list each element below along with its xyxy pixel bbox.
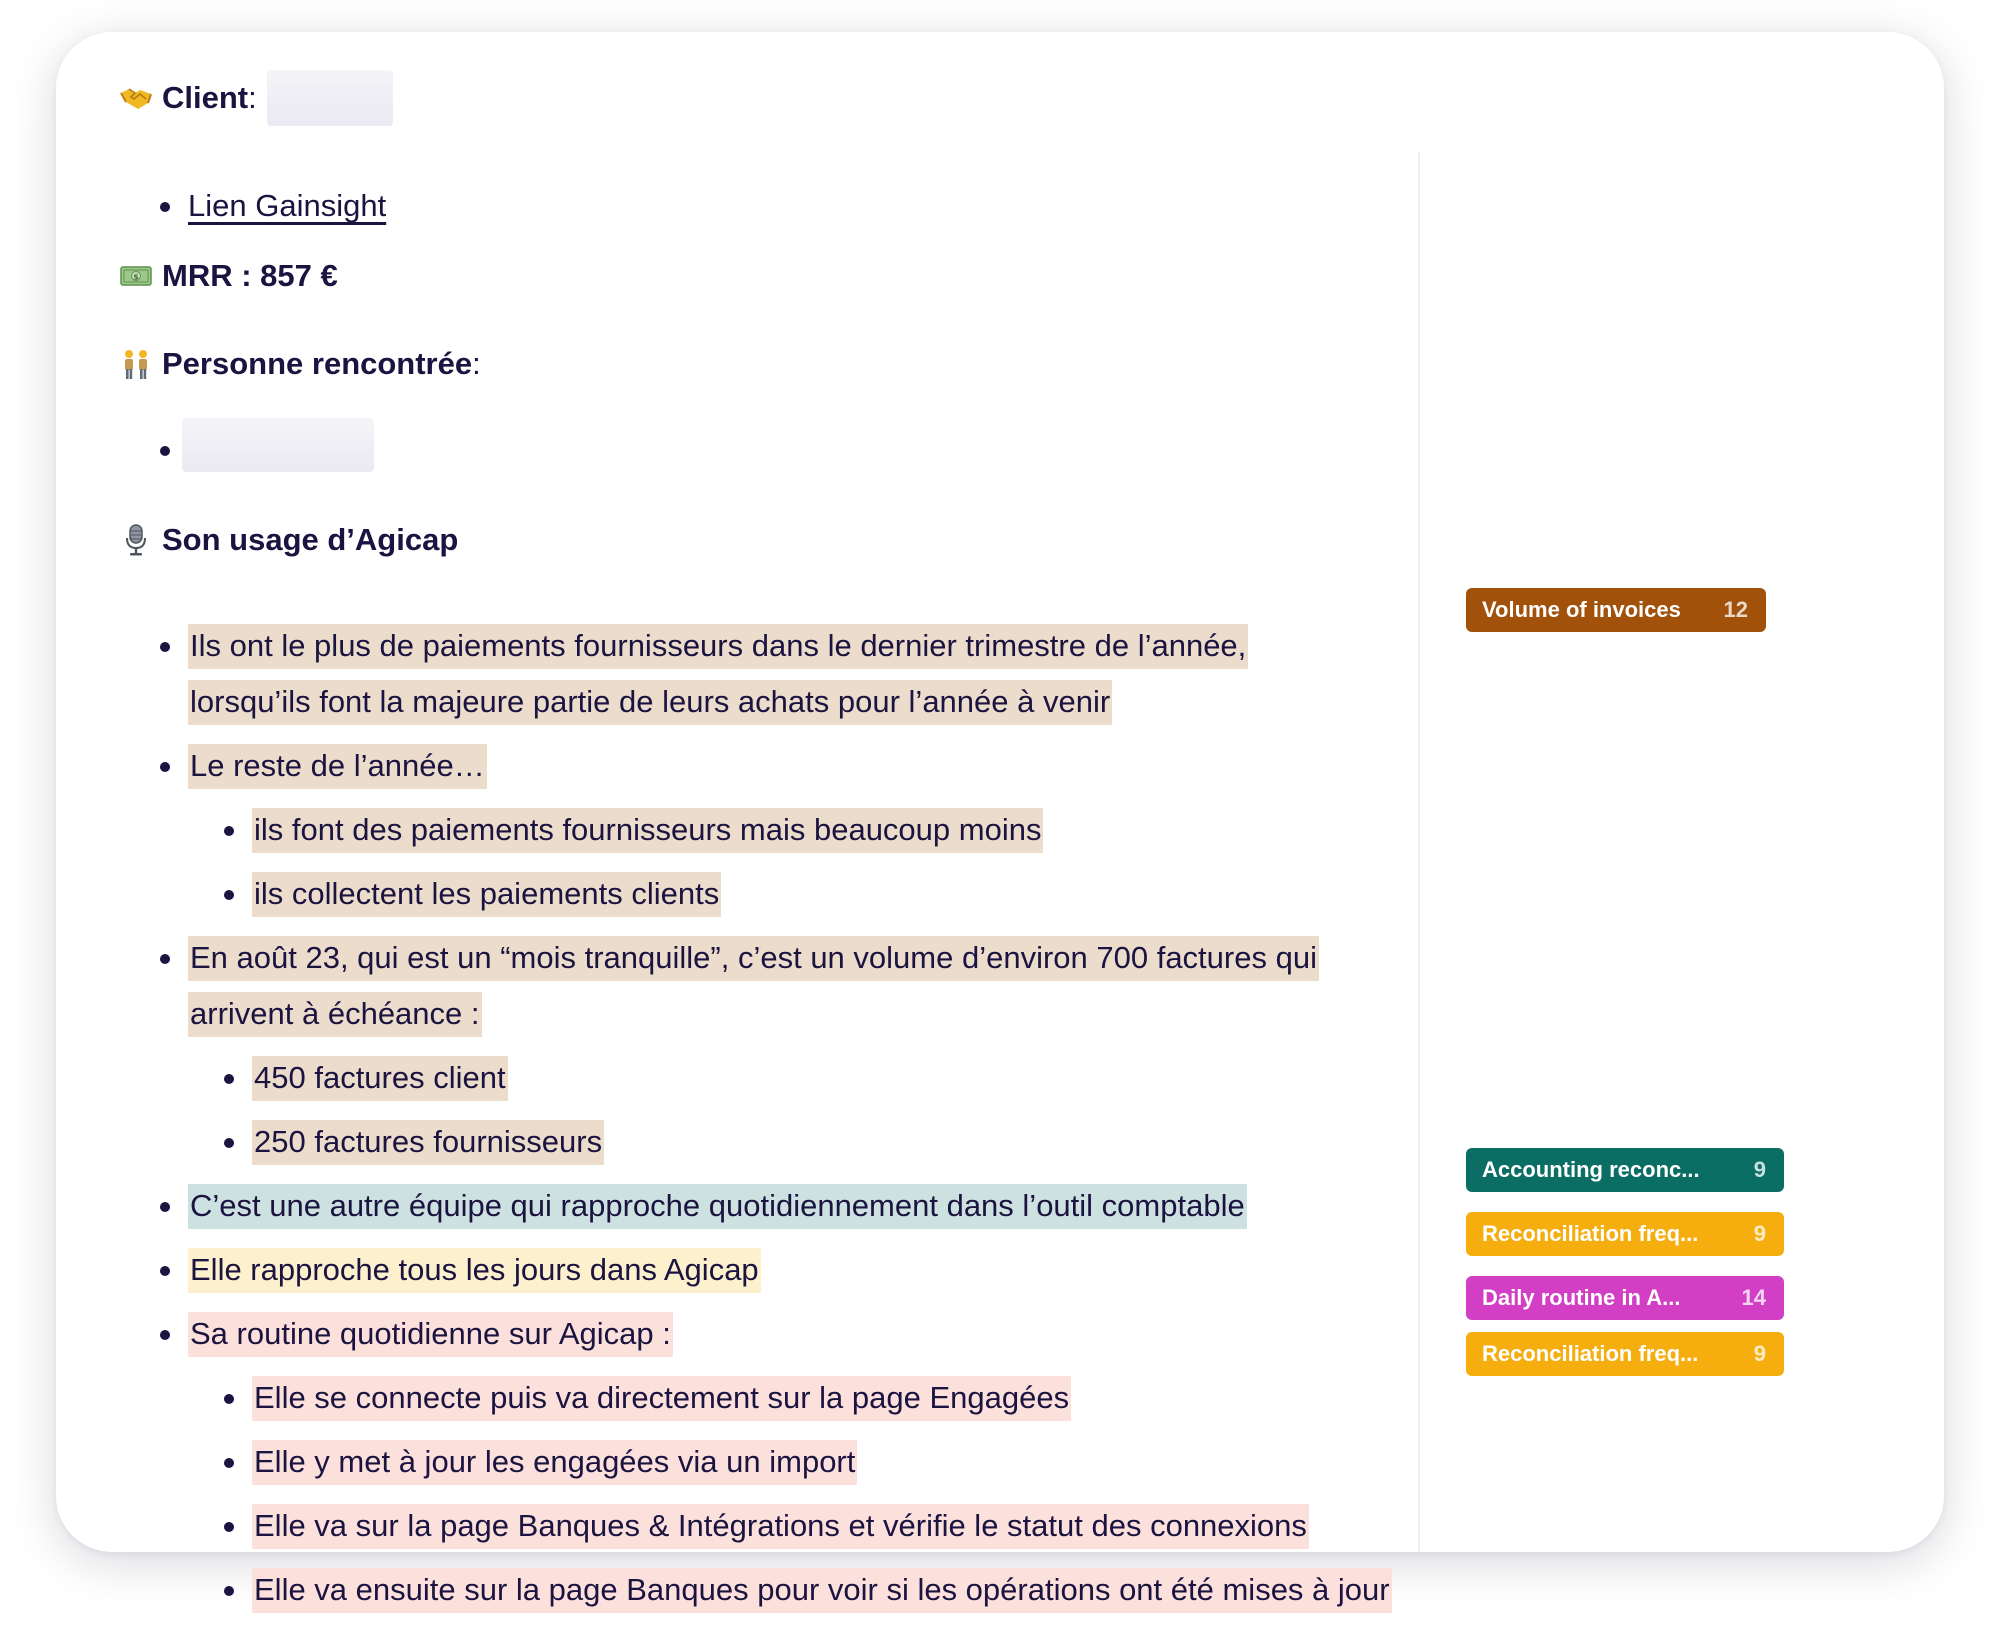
people-icon	[120, 348, 152, 380]
bullet-dot	[160, 642, 170, 652]
usage-label: Son usage d’Agicap	[162, 522, 459, 557]
note-item	[188, 930, 1319, 1042]
note-text-block	[252, 866, 721, 922]
panel-divider	[1418, 152, 1420, 1552]
note-item	[252, 1498, 1309, 1554]
mrr-label: MRR : 857 €	[162, 258, 338, 293]
note-item	[252, 1050, 508, 1106]
note-card	[56, 32, 1944, 1607]
usage-heading	[120, 518, 458, 562]
note-text-block	[252, 1562, 1392, 1618]
redacted-client-name	[267, 70, 393, 126]
mrr-heading	[120, 254, 338, 298]
note-item	[252, 802, 1043, 858]
bullet-dot	[224, 826, 234, 836]
note-text: Le reste de l’année…	[188, 744, 487, 789]
tag-count: 9	[1753, 1341, 1766, 1366]
note-item	[252, 1370, 1071, 1426]
note-text: lorsqu’ils font la majeure partie de leurs achats pour l’année à venir	[188, 680, 1112, 725]
note-text-block	[188, 930, 1319, 1042]
tag-chip[interactable]	[1466, 1276, 1784, 1320]
note-text: Elle y met à jour les engagées via un import	[252, 1440, 857, 1485]
note-text: 250 factures fournisseurs	[252, 1120, 604, 1165]
note-text: C’est une autre équipe qui rapproche quotidiennement dans l’outil comptable	[188, 1184, 1247, 1229]
tag-label: Volume of invoices	[1482, 597, 1681, 622]
bullet-dot	[160, 1202, 170, 1212]
tag-label: Reconciliation freq...	[1482, 1341, 1699, 1366]
note-item	[252, 1434, 857, 1490]
tag-chip[interactable]	[1466, 1212, 1784, 1256]
note-item	[252, 1114, 604, 1170]
note-text: Sa routine quotidienne sur Agicap :	[188, 1312, 673, 1357]
tag-label: Accounting reconc...	[1482, 1157, 1700, 1182]
money-bill-icon	[120, 260, 152, 292]
microphone-icon	[120, 524, 152, 556]
bullet-dot	[160, 762, 170, 772]
bullet-dot	[160, 1330, 170, 1340]
tag-chip[interactable]	[1466, 1332, 1784, 1376]
bullet-dot	[224, 1394, 234, 1404]
note-text: ils font des paiements fournisseurs mais beaucoup moins	[252, 808, 1043, 853]
person-separator: :	[472, 346, 481, 381]
bullet-dot	[224, 1138, 234, 1148]
tag-chip[interactable]	[1466, 588, 1766, 632]
tag-count: 9	[1753, 1157, 1766, 1182]
note-text-block	[188, 1178, 1247, 1234]
bullet-dot	[224, 1586, 234, 1596]
note-text-block	[252, 1114, 604, 1170]
note-text: En août 23, qui est un “mois tranquille”, c’est un volume d’environ 700 factures qui	[188, 936, 1319, 981]
client-label: Client	[162, 80, 249, 115]
tag-label: Reconciliation freq...	[1482, 1221, 1699, 1246]
note-item	[188, 738, 487, 794]
note-item	[252, 1562, 1392, 1618]
bullet-dot	[160, 446, 170, 456]
client-heading	[120, 76, 393, 120]
tag-count: 12	[1723, 597, 1748, 622]
list-item	[188, 418, 374, 472]
note-item	[252, 866, 721, 922]
note-text-block	[188, 1306, 673, 1362]
bullet-dot	[224, 1522, 234, 1532]
note-item	[188, 618, 1248, 730]
note-item	[188, 1242, 761, 1298]
tag-count: 14	[1741, 1285, 1766, 1310]
note-text-block	[252, 1498, 1309, 1554]
bullet-dot	[224, 1074, 234, 1084]
bullet-dot	[224, 890, 234, 900]
bullet-dot	[224, 1458, 234, 1468]
tag-label: Daily routine in A...	[1482, 1285, 1681, 1310]
bullet-dot	[160, 954, 170, 964]
list-item	[188, 178, 386, 234]
note-text: ils collectent les paiements clients	[252, 872, 721, 917]
bullet-dot	[160, 1266, 170, 1276]
note-item	[188, 1178, 1247, 1234]
note-text: arrivent à échéance :	[188, 992, 482, 1037]
client-separator: :	[248, 80, 257, 115]
tag-chip[interactable]	[1466, 1148, 1784, 1192]
note-text-block	[188, 1242, 761, 1298]
note-text-block	[252, 802, 1043, 858]
person-label: Personne rencontrée	[162, 346, 473, 381]
note-text: Elle va ensuite sur la page Banques pour voir si les opérations ont été mises à jour	[252, 1568, 1392, 1613]
handshake-icon	[120, 82, 152, 114]
note-text: 450 factures client	[252, 1056, 508, 1101]
note-text: Elle se connecte puis va directement sur la page Engagées	[252, 1376, 1071, 1421]
note-text: Ils ont le plus de paiements fournisseurs dans le dernier trimestre de l’année,	[188, 624, 1248, 669]
gainsight-link[interactable]: Lien Gainsight	[188, 188, 387, 223]
note-text-block	[188, 738, 487, 794]
tag-count: 9	[1753, 1221, 1766, 1246]
note-text: Elle rapproche tous les jours dans Agicap	[188, 1248, 761, 1293]
note-text-block	[188, 618, 1248, 730]
note-text: Elle va sur la page Banques & Intégrations et vérifie le statut des connexions	[252, 1504, 1309, 1549]
svg-text:$: $	[133, 272, 139, 282]
bullet-dot	[160, 202, 170, 212]
person-heading	[120, 342, 481, 386]
note-text-block	[252, 1370, 1071, 1426]
redacted-person-name	[182, 418, 374, 472]
note-text-block	[252, 1434, 857, 1490]
note-text-block	[252, 1050, 508, 1106]
note-item	[188, 1306, 673, 1362]
